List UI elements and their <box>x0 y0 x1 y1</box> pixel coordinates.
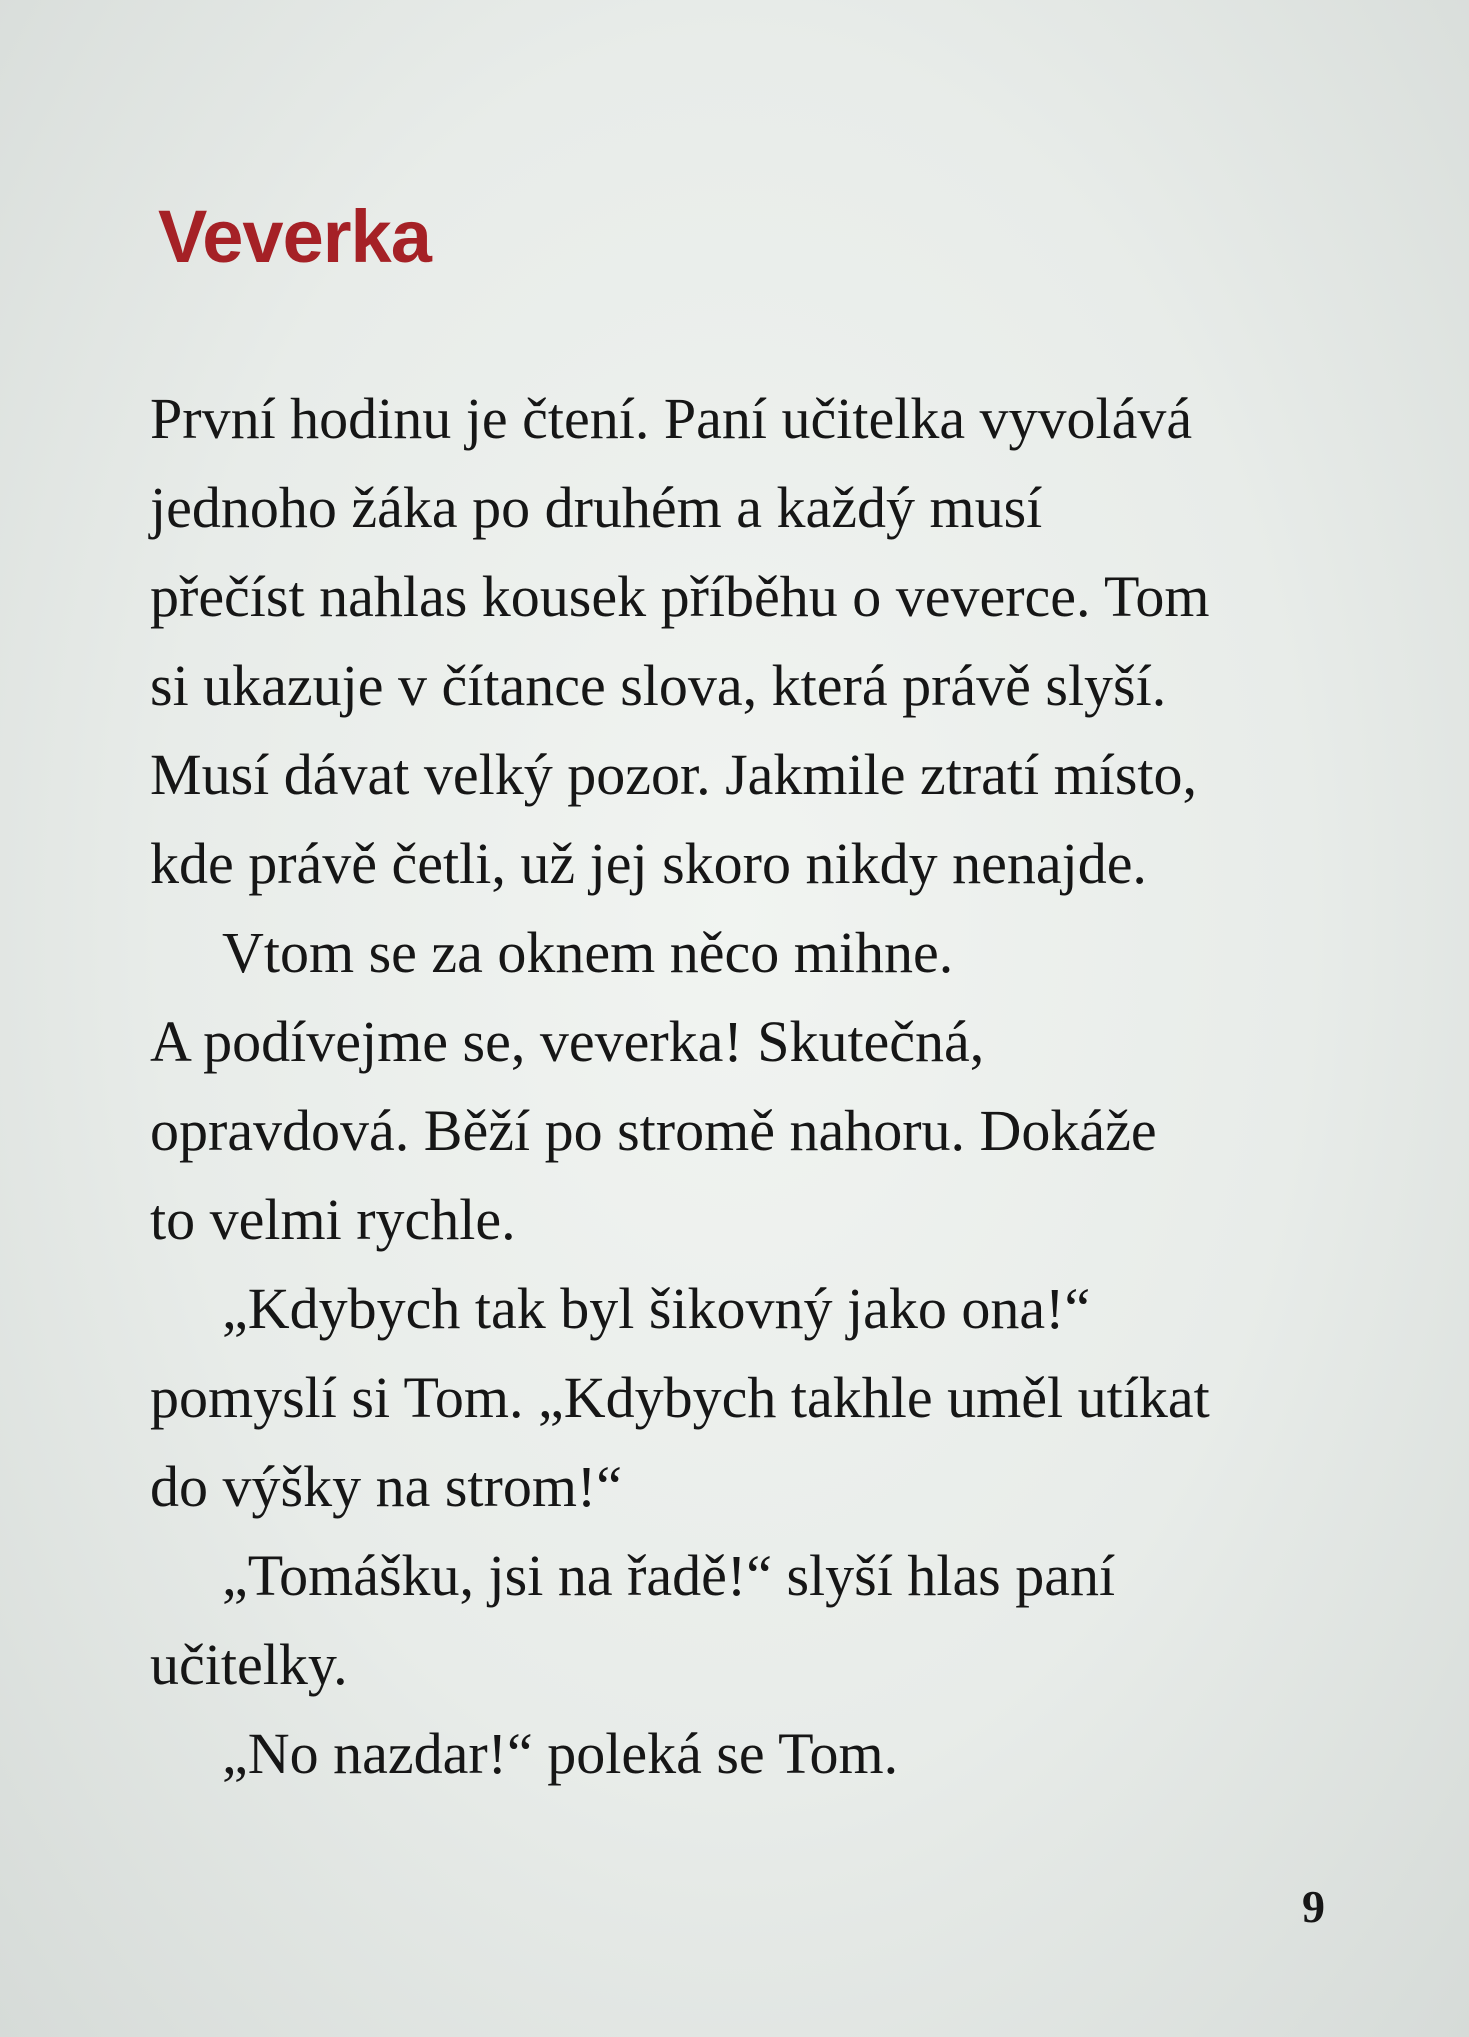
text-line: „Kdybych tak byl šikovný jako ona!“ <box>222 1276 1091 1341</box>
text-line: pomyslí si Tom. „Kdybych takhle uměl utíkat <box>150 1365 1210 1430</box>
text-line: si ukazuje v čítance slova, která právě slyší. <box>150 653 1167 718</box>
text-line: jednoho žáka po druhém a každý musí <box>150 475 1043 540</box>
text-line: „Tomášku, jsi na řadě!“ slyší hlas paní <box>222 1543 1116 1608</box>
text-line: to velmi rychle. <box>150 1187 516 1252</box>
text-line: A podívejme se, veverka! Skutečná, <box>150 1009 985 1074</box>
body-text <box>150 374 1370 1798</box>
text-line: do výšky na strom!“ <box>150 1454 622 1519</box>
text-line: Musí dávat velký pozor. Jakmile ztratí místo, <box>150 742 1198 807</box>
text-line: přečíst nahlas kousek příběhu o veverce. Tom <box>150 564 1210 629</box>
text-line: Vtom se za oknem něco mihne. <box>222 920 954 985</box>
text-line: „No nazdar!“ poleká se Tom. <box>222 1721 899 1786</box>
text-line: První hodinu je čtení. Paní učitelka vyvolává <box>150 386 1193 451</box>
page-number: 9 <box>1302 1881 1325 1932</box>
chapter-title: Veverka <box>158 195 431 278</box>
text-line: učitelky. <box>150 1632 348 1697</box>
text-line: opravdová. Běží po stromě nahoru. Dokáže <box>150 1098 1157 1163</box>
text-line: kde právě četli, už jej skoro nikdy nenajde. <box>150 831 1147 896</box>
